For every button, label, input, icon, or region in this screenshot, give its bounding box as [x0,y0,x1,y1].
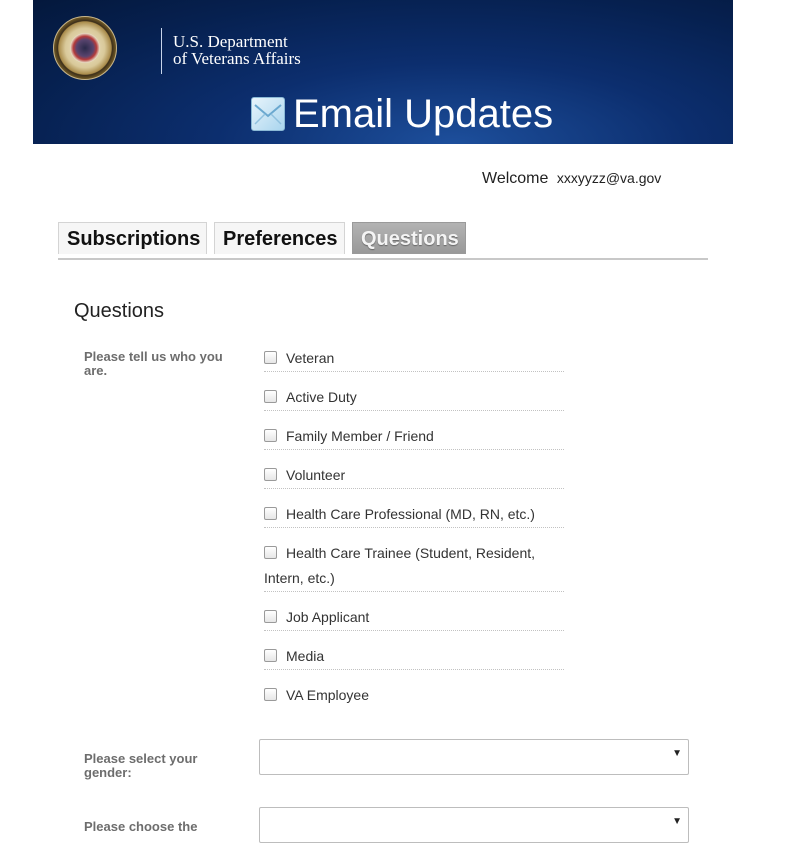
envelope-icon [251,97,285,131]
gender-select[interactable] [259,739,689,775]
checkbox[interactable] [264,546,277,559]
option-family-member[interactable] [264,424,564,450]
tab-preferences[interactable]: Preferences [214,222,345,254]
checkbox[interactable] [264,390,277,403]
option-label: Active Duty [286,389,357,405]
option-va-employee[interactable] [264,683,564,708]
checkbox[interactable] [264,507,277,520]
banner-divider [161,28,162,74]
tab-subscriptions[interactable]: Subscriptions [58,222,207,254]
section-title: Questions [74,300,165,322]
option-label: Job Applicant [286,609,370,625]
header-banner [33,0,733,144]
agency-line-1: U.S. Department [173,32,288,51]
chevron-down-icon: ▼ [672,816,682,827]
choose-label: Please choose the [84,819,198,834]
option-label: Veteran [286,350,335,366]
who-are-you-label: Please tell us who you are. [84,349,223,378]
option-veteran[interactable] [264,346,564,372]
agency-line-2: of Veterans Affairs [173,49,301,68]
va-seal-icon [53,16,117,80]
agency-name[interactable] [173,33,301,67]
option-label: Volunteer [286,467,346,483]
option-label: VA Employee [286,687,370,703]
option-health-care-trainee[interactable] [264,541,564,592]
option-label: Health Care Trainee (Student, Resident, Intern, etc.) [264,545,536,586]
option-job-applicant[interactable] [264,605,564,631]
checkbox[interactable] [264,468,277,481]
option-volunteer[interactable] [264,463,564,489]
gender-label: Please select your gender: [84,751,198,780]
checkbox[interactable] [264,429,277,442]
chevron-down-icon: ▼ [672,748,682,759]
option-label: Media [286,648,325,664]
checkbox[interactable] [264,351,277,364]
user-email: xxxyyzz@va.gov [556,170,662,186]
welcome-message [482,170,661,188]
page-title: Email Updates [293,92,554,136]
tabs-divider [58,258,708,260]
choose-select[interactable] [259,807,689,843]
welcome-label: Welcome [482,170,549,187]
checkbox[interactable] [264,688,277,701]
checkbox[interactable] [264,610,277,623]
checkbox[interactable] [264,649,277,662]
option-media[interactable] [264,644,564,670]
option-label: Family Member / Friend [286,428,434,444]
option-active-duty[interactable] [264,385,564,411]
option-health-care-professional[interactable] [264,502,564,528]
option-label: Health Care Professional (MD, RN, etc.) [286,506,535,522]
tab-questions[interactable]: Questions [352,222,466,254]
